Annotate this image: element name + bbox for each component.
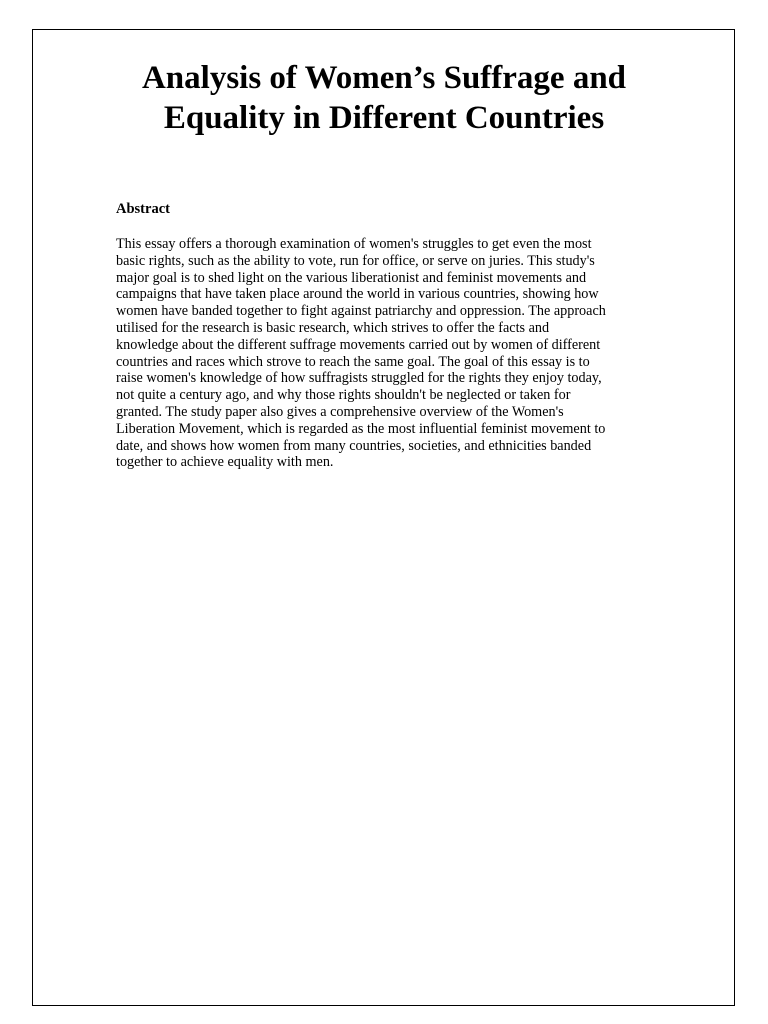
- title-line-1: Analysis of Women’s Suffrage and: [141, 60, 627, 96]
- abstract-line: major goal is to shed light on the various liberationist and feminist movements and: [116, 269, 587, 286]
- abstract-line: granted. The study paper also gives a comprehensive overview of the Women's: [116, 403, 564, 420]
- abstract-line: campaigns that have taken place around the world in various countries, showing how: [116, 286, 599, 303]
- abstract-line: date, and shows how women from many countries, societies, and ethnicities banded: [116, 437, 592, 454]
- abstract-line: together to achieve equality with men.: [116, 454, 334, 471]
- abstract-heading: Abstract: [116, 201, 170, 217]
- page-border: [32, 29, 735, 1006]
- title-line-2: Equality in Different Countries: [163, 100, 605, 136]
- abstract-line: countries and races which strove to reach the same goal. The goal of this essay is to: [116, 353, 590, 370]
- abstract-paragraph: [116, 236, 656, 471]
- abstract-line: women have banded together to fight against patriarchy and oppression. The approach: [116, 303, 606, 320]
- abstract-line: basic rights, such as the ability to vote, run for office, or serve on juries. This study's: [116, 252, 595, 269]
- abstract-line: utilised for the research is basic research, which strives to offer the facts and: [116, 319, 550, 336]
- abstract-line: This essay offers a thorough examination of women's struggles to get even the most: [116, 236, 592, 252]
- abstract-line: not quite a century ago, and why those rights shouldn't be neglected or taken for: [116, 387, 571, 404]
- abstract-line: raise women's knowledge of how suffragists struggled for the rights they enjoy today,: [116, 370, 602, 387]
- document-title: [100, 58, 668, 138]
- abstract-line: knowledge about the different suffrage movements carried out by women of different: [116, 336, 601, 353]
- abstract-line: Liberation Movement, which is regarded as the most influential feminist movement to: [116, 420, 606, 437]
